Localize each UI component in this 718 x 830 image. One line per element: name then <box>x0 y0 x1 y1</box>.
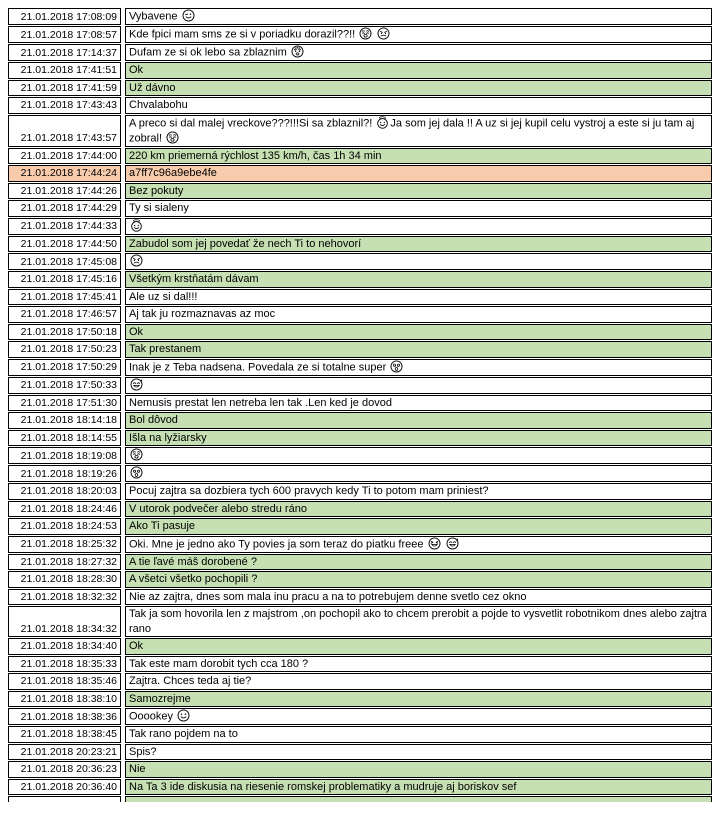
timestamp-cell: 21.01.2018 17:50:23 <box>8 341 121 358</box>
message-text: Ok <box>129 64 144 76</box>
table-row <box>8 115 712 147</box>
timestamp-cell: 21.01.2018 17:41:59 <box>8 80 121 97</box>
message-cell <box>125 430 712 447</box>
message-text: Ooookey <box>129 710 177 723</box>
message-cell <box>125 395 712 412</box>
timestamp-cell: 21.01.2018 18:24:46 <box>8 501 121 518</box>
message-text: Ty si sialeny <box>129 202 189 214</box>
message-cell <box>125 97 712 114</box>
message-cell <box>125 324 712 341</box>
table-row <box>8 236 712 253</box>
table-row <box>8 26 712 43</box>
halo-emoji-icon <box>376 116 389 131</box>
table-row <box>8 483 712 500</box>
table-row <box>8 395 712 412</box>
message-cell <box>125 377 712 394</box>
table-row <box>8 779 712 796</box>
timestamp-cell: 21.01.2018 17:43:43 <box>8 97 121 114</box>
message-cell <box>125 606 712 637</box>
message-cell <box>125 518 712 535</box>
table-row <box>8 501 712 518</box>
timestamp-cell: 21.01.2018 18:38:45 <box>8 726 121 743</box>
table-row <box>8 200 712 217</box>
timestamp-cell: 21.01.2018 17:51:30 <box>8 395 121 412</box>
message-cell <box>125 218 712 235</box>
message-cell <box>125 183 712 200</box>
message-text: Inak je z Teba nadsena. Povedala ze si totalne super <box>129 361 390 373</box>
smile-emoji-icon <box>177 709 190 724</box>
message-cell <box>125 148 712 165</box>
message-cell <box>125 44 712 61</box>
table-row <box>8 796 712 802</box>
message-text: A preco si dal malej vreckove???!!!Si sa zblaznil?! <box>129 117 376 129</box>
message-cell <box>125 271 712 288</box>
message-text: Tak ja som hovorila len z majstrom ,on pochopil ako to chcem prerobit a pojde to vysvetlit robotnikom dnes alebo zajtra rano <box>129 608 707 635</box>
timestamp-cell: 21.01.2018 17:14:37 <box>8 44 121 61</box>
timestamp-cell: 21.01.2018 18:27:32 <box>8 554 121 571</box>
message-text: Ja som jej dala !! A uz si jej kupil celu vystroj a este si ju tam aj zobral! <box>129 117 695 144</box>
timestamp-cell: 21.01.2018 18:38:36 <box>8 708 121 725</box>
message-cell <box>125 341 712 358</box>
table-row <box>8 673 712 690</box>
table-row <box>8 44 712 61</box>
table-row <box>8 571 712 588</box>
message-text: Nie <box>129 763 146 775</box>
message-text: Bol dôvod <box>129 414 178 426</box>
message-text: Všetkým krstňatám dávam <box>129 273 259 285</box>
message-cell <box>125 165 712 182</box>
message-text: Samozrejme <box>129 692 191 705</box>
table-row <box>8 554 712 571</box>
message-cell <box>125 8 712 25</box>
halo-emoji-icon <box>130 219 143 234</box>
message-cell <box>125 691 712 708</box>
message-text <box>373 29 376 41</box>
message-text: Ok <box>129 325 144 338</box>
message-cell <box>125 708 712 725</box>
table-row <box>8 412 712 429</box>
timestamp-cell: 21.01.2018 20:36:23 <box>8 761 121 778</box>
timestamp-cell: 21.01.2018 17:45:16 <box>8 271 121 288</box>
message-text: Kde fpici mam sms ze si v poriadku dorazil??!! <box>129 28 359 41</box>
message-cell <box>125 638 712 655</box>
timestamp-cell: 21.01.2018 18:35:46 <box>8 673 121 690</box>
table-row <box>8 306 712 323</box>
timestamp-cell <box>8 796 121 802</box>
fearful-emoji-icon <box>291 45 304 60</box>
message-text: Dufam ze si ok lebo sa zblaznim <box>129 46 290 59</box>
table-row <box>8 744 712 761</box>
timestamp-cell: 21.01.2018 17:50:18 <box>8 324 121 341</box>
message-text: Spis? <box>129 745 157 758</box>
timestamp-cell: 21.01.2018 17:50:29 <box>8 359 121 376</box>
weary-emoji-icon <box>359 27 372 42</box>
table-row <box>8 726 712 743</box>
timestamp-cell: 21.01.2018 17:44:29 <box>8 200 121 217</box>
table-row <box>8 289 712 306</box>
timestamp-cell: 21.01.2018 17:43:57 <box>8 115 121 147</box>
message-cell <box>125 62 712 79</box>
timestamp-cell: 21.01.2018 18:35:33 <box>8 656 121 673</box>
table-row <box>8 638 712 655</box>
timestamp-cell: 21.01.2018 17:08:57 <box>8 26 121 43</box>
timestamp-cell: 21.01.2018 18:19:26 <box>8 465 121 482</box>
message-text: Bez pokuty <box>129 184 184 197</box>
timestamp-cell: 21.01.2018 20:23:21 <box>8 744 121 761</box>
message-text: 220 km priemerná rýchlost 135 km/h, čas 1h 34 min <box>129 149 382 162</box>
message-text: A tie ľavé máš dorobené ? <box>129 555 257 568</box>
timestamp-cell: 21.01.2018 18:14:55 <box>8 430 121 447</box>
table-row <box>8 271 712 288</box>
timestamp-cell: 21.01.2018 20:36:40 <box>8 779 121 796</box>
angry-emoji-icon <box>377 27 390 42</box>
table-row <box>8 218 712 235</box>
message-cell <box>125 761 712 778</box>
message-cell <box>125 447 712 464</box>
message-text: Tak rano pojdem na to <box>129 728 238 740</box>
message-text: Ako Ti pasuje <box>129 520 196 532</box>
grinsquint-emoji-icon <box>428 537 441 552</box>
timestamp-cell: 21.01.2018 18:34:40 <box>8 638 121 655</box>
message-cell <box>125 483 712 500</box>
message-text: Aj tak ju rozmaznavas az moc <box>129 308 276 320</box>
table-row <box>8 324 712 341</box>
angry-emoji-icon <box>130 254 143 269</box>
message-text: A všetci všetko pochopili ? <box>129 573 258 585</box>
message-text: a7ff7c96a9ebe4fe <box>129 167 217 179</box>
table-row <box>8 359 712 376</box>
message-cell <box>125 412 712 429</box>
timestamp-cell: 21.01.2018 17:08:09 <box>8 8 121 25</box>
timestamp-cell: 21.01.2018 18:24:53 <box>8 518 121 535</box>
message-cell <box>125 289 712 306</box>
message-cell <box>125 115 712 147</box>
table-row <box>8 465 712 482</box>
message-text <box>442 538 445 550</box>
table-row <box>8 761 712 778</box>
message-text: Tak prestanem <box>129 343 202 355</box>
message-text: Ok <box>129 640 144 652</box>
table-row <box>8 518 712 535</box>
message-cell <box>125 465 712 482</box>
timestamp-cell: 21.01.2018 17:44:24 <box>8 165 121 182</box>
timestamp-cell: 21.01.2018 18:38:10 <box>8 691 121 708</box>
astonished-emoji-icon <box>390 360 403 375</box>
weary-emoji-icon <box>166 131 179 146</box>
table-row <box>8 589 712 606</box>
message-cell <box>125 536 712 553</box>
message-text: Zabudol som jej povedať že nech Ti to nehovorí <box>129 237 362 250</box>
message-text: V utorok podvečer alebo stredu ráno <box>129 502 307 515</box>
timestamp-cell: 21.01.2018 17:46:57 <box>8 306 121 323</box>
message-text: Pocuj zajtra sa dozbiera tych 600 pravych kedy Ti to potom mam priniest? <box>129 485 489 497</box>
message-cell <box>125 796 712 802</box>
timestamp-cell: 21.01.2018 17:44:33 <box>8 218 121 235</box>
timestamp-cell: 21.01.2018 18:25:32 <box>8 536 121 553</box>
message-cell <box>125 501 712 518</box>
timestamp-cell: 21.01.2018 17:45:08 <box>8 253 121 270</box>
table-row <box>8 606 712 637</box>
message-cell <box>125 80 712 97</box>
message-text: Oki. Mne je jedno ako Ty povies ja som teraz do piatku freee <box>129 538 427 550</box>
timestamp-cell: 21.01.2018 18:19:08 <box>8 447 121 464</box>
message-cell <box>125 359 712 376</box>
timestamp-cell: 21.01.2018 18:28:30 <box>8 571 121 588</box>
table-row <box>8 447 712 464</box>
message-cell <box>125 656 712 673</box>
message-text: Nemusis prestat len netreba len tak .Len ked je dovod <box>129 396 392 409</box>
message-cell <box>125 306 712 323</box>
astonished-emoji-icon <box>130 466 143 481</box>
chat-log-table <box>8 8 712 802</box>
table-row <box>8 708 712 725</box>
table-row <box>8 430 712 447</box>
message-cell <box>125 571 712 588</box>
message-text: Na Ta 3 ide diskusia na riesenie romskej problematiky a mudruje aj boriskov sef <box>129 780 517 793</box>
message-cell <box>125 200 712 217</box>
message-cell <box>125 253 712 270</box>
message-text: Chvalabohu <box>129 99 188 111</box>
message-cell <box>125 673 712 690</box>
table-row <box>8 8 712 25</box>
message-cell <box>125 744 712 761</box>
timestamp-cell: 21.01.2018 17:44:26 <box>8 183 121 200</box>
timestamp-cell: 21.01.2018 17:50:33 <box>8 377 121 394</box>
message-text: Vybavene <box>129 10 181 23</box>
timestamp-cell: 21.01.2018 17:41:51 <box>8 62 121 79</box>
timestamp-cell: 21.01.2018 18:32:32 <box>8 589 121 606</box>
table-row <box>8 253 712 270</box>
timestamp-cell: 21.01.2018 17:44:00 <box>8 148 121 165</box>
table-row <box>8 183 712 200</box>
table-row <box>8 62 712 79</box>
table-row <box>8 691 712 708</box>
timestamp-cell: 21.01.2018 17:44:50 <box>8 236 121 253</box>
message-text: Išla na lyžiarsky <box>129 431 207 444</box>
sweatlaugh-emoji-icon <box>446 537 459 552</box>
message-text: Tak este mam dorobit tych cca 180 ? <box>129 657 309 670</box>
message-text: Ale uz si dal!!! <box>129 290 198 303</box>
table-row <box>8 148 712 165</box>
message-cell <box>125 779 712 796</box>
timestamp-cell: 21.01.2018 18:20:03 <box>8 483 121 500</box>
table-row <box>8 80 712 97</box>
table-row <box>8 377 712 394</box>
timestamp-cell: 21.01.2018 17:45:41 <box>8 289 121 306</box>
message-text: Už dávno <box>129 81 176 94</box>
timestamp-cell: 21.01.2018 18:14:18 <box>8 412 121 429</box>
table-row <box>8 97 712 114</box>
message-text: Nie az zajtra, dnes som mala inu pracu a na to potrebujem denne svetlo cez okno <box>129 590 527 603</box>
message-cell <box>125 554 712 571</box>
sweatlaugh-emoji-icon <box>130 378 143 393</box>
message-cell <box>125 26 712 43</box>
message-cell <box>125 726 712 743</box>
message-cell <box>125 236 712 253</box>
table-row <box>8 165 712 182</box>
wink-emoji-icon <box>182 9 195 24</box>
table-row <box>8 536 712 553</box>
table-row <box>8 656 712 673</box>
table-row <box>8 341 712 358</box>
message-text: Zajtra. Chces teda aj tie? <box>129 675 252 687</box>
weary-emoji-icon <box>130 448 143 463</box>
timestamp-cell: 21.01.2018 18:34:32 <box>8 606 121 637</box>
message-cell <box>125 589 712 606</box>
